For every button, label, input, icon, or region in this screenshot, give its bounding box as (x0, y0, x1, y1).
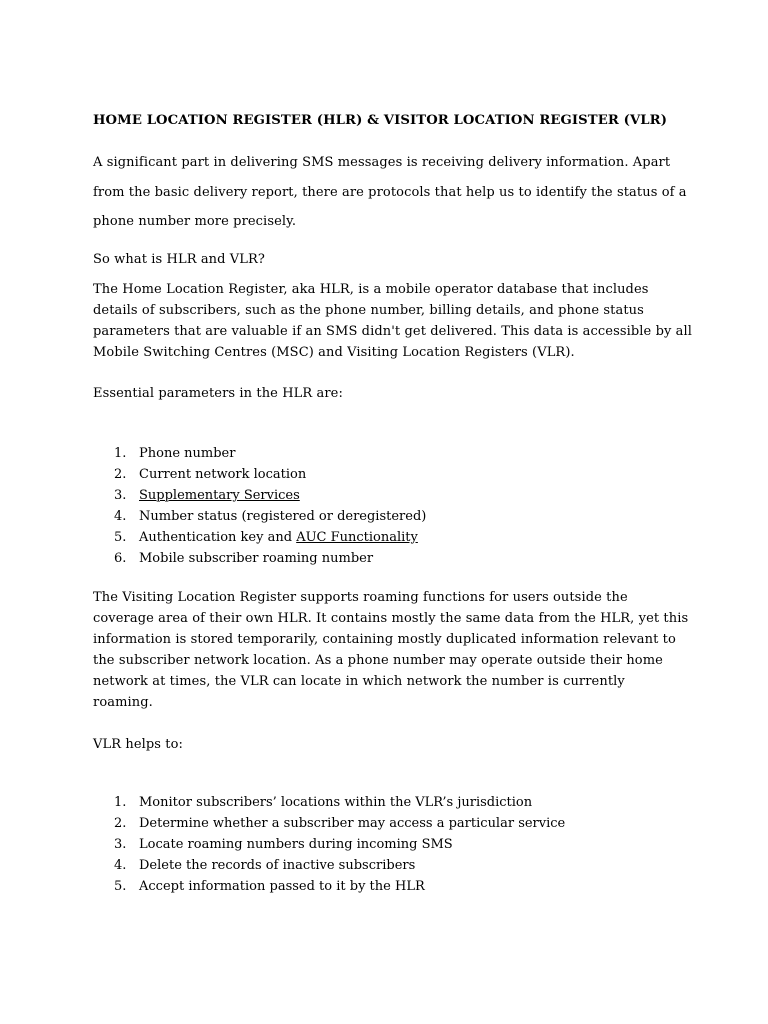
list-item: Accept information passed to it by the HLR (139, 879, 425, 894)
list-item-number: 6. (114, 551, 127, 566)
vlr-paragraph-line-6: roaming. (93, 695, 153, 710)
hlr-list-heading: Essential parameters in the HLR are: (93, 386, 343, 401)
question-line: So what is HLR and VLR? (93, 252, 265, 267)
vlr-list-heading: VLR helps to: (93, 737, 184, 752)
list-item: Phone number (139, 446, 236, 461)
intro-line-3: phone number more precisely. (93, 214, 297, 229)
list-item-number: 3. (114, 488, 127, 503)
vlr-paragraph-line-5: network at times, the VLR can locate in which network the number is currently (93, 674, 625, 689)
list-item-text: Authentication key and (139, 530, 297, 545)
list-item-number: 1. (114, 446, 127, 461)
list-item-number: 1. (114, 795, 127, 810)
list-item: Locate roaming numbers during incoming SMS (139, 837, 453, 852)
list-item-number: 4. (114, 509, 127, 524)
hlr-paragraph-line-2: details of subscribers, such as the phone number, billing details, and phone status (93, 303, 644, 318)
document-title: HOME LOCATION REGISTER (HLR) & VISITOR LOCATION REGISTER (VLR) (93, 113, 668, 128)
list-item: Current network location (139, 467, 307, 482)
list-item-number: 2. (114, 816, 127, 831)
hlr-paragraph-line-4: Mobile Switching Centres (MSC) and Visiting Location Registers (VLR). (93, 345, 575, 360)
list-item-number: 4. (114, 858, 127, 873)
list-item-number: 5. (114, 879, 127, 894)
vlr-paragraph-line-2: coverage area of their own HLR. It contains mostly the same data from the HLR, yet this (93, 611, 689, 626)
list-item (139, 488, 300, 504)
list-item: Determine whether a subscriber may access a particular service (139, 816, 566, 831)
list-item: Number status (registered or deregistered) (139, 509, 427, 524)
list-item-number: 5. (114, 530, 127, 545)
vlr-paragraph-line-1: The Visiting Location Register supports roaming functions for users outside the (93, 590, 628, 605)
list-item: Mobile subscriber roaming number (139, 551, 374, 566)
supplementary-services-link[interactable]: Supplementary Services (139, 488, 300, 503)
list-item (139, 530, 418, 546)
list-item: Monitor subscribers’ locations within the VLR’s jurisdiction (139, 795, 533, 810)
hlr-paragraph-line-1: The Home Location Register, aka HLR, is a mobile operator database that includes (93, 282, 649, 297)
vlr-paragraph-line-3: information is stored temporarily, containing mostly duplicated information relevant to (93, 632, 676, 647)
vlr-paragraph-line-4: the subscriber network location. As a phone number may operate outside their home (93, 653, 663, 668)
intro-line-1: A significant part in delivering SMS messages is receiving delivery information. Apart (93, 155, 671, 170)
list-item: Delete the records of inactive subscribers (139, 858, 416, 873)
intro-line-2: from the basic delivery report, there are protocols that help us to identify the status of a (93, 185, 687, 200)
list-item-number: 2. (114, 467, 127, 482)
auc-functionality-link[interactable]: AUC Functionality (296, 530, 418, 545)
list-item-number: 3. (114, 837, 127, 852)
hlr-paragraph-line-3: parameters that are valuable if an SMS didn't get delivered. This data is accessible by all (93, 324, 693, 339)
